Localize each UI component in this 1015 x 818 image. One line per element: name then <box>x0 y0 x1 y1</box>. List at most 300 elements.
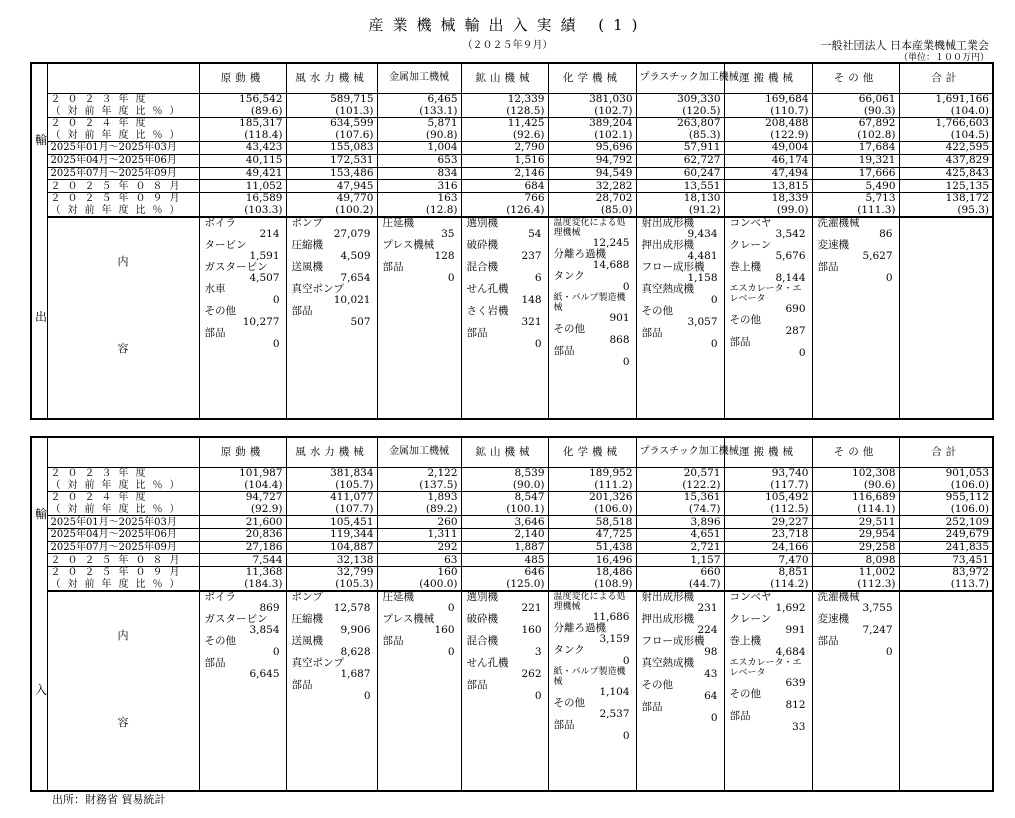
table-cell: (125.0) <box>461 579 548 592</box>
table-cell: (111.3) <box>812 204 899 217</box>
row-label: （対前年度比％） <box>47 479 199 491</box>
table-cell: 7,470 <box>724 554 812 567</box>
detail-item-value: 98 <box>704 646 718 659</box>
detail-item-name: 変速機 <box>817 239 849 252</box>
column-header: 金属加工機械 <box>377 63 461 93</box>
detail-item-value: 128 <box>434 250 455 263</box>
detail-item-name: せん孔機 <box>466 283 509 296</box>
detail-item-value: 0 <box>622 281 630 294</box>
table-cell: 49,004 <box>724 142 812 155</box>
table-cell: (111.2) <box>548 479 636 491</box>
table-cell: 58,518 <box>548 516 636 529</box>
detail-item-value: 9,906 <box>340 624 371 637</box>
table-row <box>31 479 993 491</box>
table-cell: 138,172 <box>899 192 993 204</box>
table-cell: (107.7) <box>286 504 377 516</box>
table-cell: (101.3) <box>286 105 377 117</box>
table-cell: 2,122 <box>377 467 461 479</box>
detail-cell <box>812 591 899 791</box>
detail-item-value: 0 <box>447 272 455 285</box>
table-cell: 18,486 <box>548 566 636 578</box>
detail-cell <box>724 591 812 791</box>
table-cell: (106.0) <box>899 479 993 491</box>
detail-item-value: 221 <box>521 602 542 615</box>
table-cell: 60,247 <box>636 167 724 180</box>
table-cell: 646 <box>461 566 548 578</box>
table-cell: 13,815 <box>724 180 812 193</box>
detail-item-name: 紙・パルプ製造機械 <box>553 667 626 688</box>
detail-item-name: 巻上機 <box>729 635 761 648</box>
table-cell: 1,004 <box>377 142 461 155</box>
detail-item-value: 321 <box>521 316 542 329</box>
detail-item-value: 1,692 <box>775 602 806 615</box>
table-cell: 169,684 <box>724 93 812 105</box>
detail-item-name: コンベヤ <box>729 591 772 604</box>
table-cell: 16,496 <box>548 554 636 567</box>
table-row <box>31 154 993 167</box>
row-label: ２０２４年度 <box>47 117 199 129</box>
detail-item-name: 水車 <box>204 283 226 296</box>
detail-cell <box>636 591 724 791</box>
table-cell: 766 <box>461 192 548 204</box>
detail-item-value: 3,159 <box>599 633 630 646</box>
table-row <box>31 541 993 554</box>
column-header: 運搬機械 <box>724 437 812 467</box>
unit-note: （単位：１００万円） <box>898 53 989 63</box>
table-cell: 29,258 <box>812 541 899 554</box>
detail-item-name: その他 <box>553 697 585 710</box>
table-cell: 67,892 <box>812 117 899 129</box>
table-cell: 21,600 <box>199 516 286 529</box>
row-label: 2025年04月～2025年06月 <box>47 154 199 167</box>
column-header: 金属加工機械 <box>377 437 461 467</box>
detail-item-name: 圧延機 <box>382 591 414 604</box>
detail-item-value: 0 <box>710 338 718 351</box>
detail-item-name: クレーン <box>729 239 772 252</box>
table-cell: 1,766,603 <box>899 117 993 129</box>
table-cell: (102.1) <box>548 130 636 142</box>
table-cell: 2,140 <box>461 528 548 541</box>
table-cell: 49,421 <box>199 167 286 180</box>
row-label: ２０２５年０９月 <box>47 566 199 578</box>
detail-item-name: ポンプ <box>291 591 323 604</box>
table-cell: (90.0) <box>461 479 548 491</box>
table-cell: 17,666 <box>812 167 899 180</box>
detail-row <box>31 591 993 791</box>
detail-item-name: 部品 <box>817 635 839 648</box>
table-cell: (102.8) <box>812 130 899 142</box>
table-row <box>31 142 993 155</box>
detail-cell <box>377 591 461 791</box>
row-label: ２０２３年度 <box>47 467 199 479</box>
detail-item-value: 0 <box>710 294 718 307</box>
table-cell: 4,651 <box>636 528 724 541</box>
column-header: 合計 <box>899 63 993 93</box>
detail-row <box>31 217 993 419</box>
table-cell: (110.7) <box>724 105 812 117</box>
row-label: ２０２５年０９月 <box>47 192 199 204</box>
table-row <box>31 105 993 117</box>
detail-item-value: 7,654 <box>340 272 371 285</box>
detail-item-name: 変速機 <box>817 613 849 626</box>
detail-item-value: 1,158 <box>687 272 718 285</box>
table-cell: 66,061 <box>812 93 899 105</box>
table-row <box>31 130 993 142</box>
detail-item-name: せん孔機 <box>466 657 509 670</box>
detail-item-value: 0 <box>272 338 280 351</box>
column-header: 化学機械 <box>548 437 636 467</box>
detail-item-name: コンベヤ <box>729 217 772 230</box>
column-header: その他 <box>812 63 899 93</box>
table-cell: (12.8) <box>377 204 461 217</box>
detail-item-value: 8,144 <box>775 272 806 285</box>
header-corner <box>47 437 199 467</box>
table-cell: 425,843 <box>899 167 993 180</box>
detail-item-name: 圧延機 <box>382 217 414 230</box>
table-cell: 437,829 <box>899 154 993 167</box>
table-cell: (95.3) <box>899 204 993 217</box>
table-cell: 16,589 <box>199 192 286 204</box>
detail-item-name: 部品 <box>553 719 575 732</box>
detail-cell <box>286 217 377 419</box>
table-cell: 51,438 <box>548 541 636 554</box>
row-label: ２０２３年度 <box>47 93 199 105</box>
detail-item-name: エスカレータ・エレベータ <box>729 284 802 305</box>
detail-item-value: 6,645 <box>249 668 280 681</box>
detail-item-name: その他 <box>729 688 761 701</box>
detail-item-value: 0 <box>363 690 371 703</box>
detail-cell <box>548 591 636 791</box>
table-cell: (106.0) <box>899 504 993 516</box>
table-cell: 172,531 <box>286 154 377 167</box>
detail-item-name: 洗濯機械 <box>817 217 860 230</box>
table-cell: 49,770 <box>286 192 377 204</box>
content-label <box>47 217 199 419</box>
table-cell: 46,174 <box>724 154 812 167</box>
table-cell: 1,691,166 <box>899 93 993 105</box>
table-cell: (112.3) <box>812 579 899 592</box>
table-cell: 260 <box>377 516 461 529</box>
organization-name: 一般社団法人 日本産業機械工業会 <box>820 39 989 52</box>
table-cell: 32,138 <box>286 554 377 567</box>
row-label: 2025年07月～2025年09月 <box>47 167 199 180</box>
table-cell: (122.9) <box>724 130 812 142</box>
table-cell: 7,544 <box>199 554 286 567</box>
detail-item-name: その他 <box>641 305 673 318</box>
table-cell: 57,911 <box>636 142 724 155</box>
table-cell: 43,423 <box>199 142 286 155</box>
table-cell: 47,725 <box>548 528 636 541</box>
detail-item-value: 4,507 <box>249 272 280 285</box>
detail-item-value: 14,688 <box>592 259 630 272</box>
table-cell: 102,308 <box>812 467 899 479</box>
content-label-top: 内 <box>117 629 129 643</box>
detail-item-name: 温度変化による処理機械 <box>553 592 626 613</box>
table-cell: 12,339 <box>461 93 548 105</box>
table-cell: 11,002 <box>812 566 899 578</box>
table-cell: 101,987 <box>199 467 286 479</box>
table-cell: 208,488 <box>724 117 812 129</box>
table-cell: 1,157 <box>636 554 724 567</box>
detail-item-value: 3,057 <box>687 316 718 329</box>
table-cell: 3,646 <box>461 516 548 529</box>
detail-cell-empty <box>899 591 993 791</box>
table-cell: 125,135 <box>899 180 993 193</box>
content-label-bottom: 容 <box>117 342 129 356</box>
detail-cell <box>199 217 286 419</box>
table-cell: 411,077 <box>286 491 377 503</box>
table-cell: 24,166 <box>724 541 812 554</box>
detail-cell <box>548 217 636 419</box>
detail-cell <box>199 591 286 791</box>
table-cell: 20,836 <box>199 528 286 541</box>
table-cell: 29,954 <box>812 528 899 541</box>
detail-item-value: 2,537 <box>599 708 630 721</box>
table-cell: 955,112 <box>899 491 993 503</box>
table-cell: 684 <box>461 180 548 193</box>
table-row <box>31 491 993 503</box>
table-cell: 249,679 <box>899 528 993 541</box>
table-cell: 94,792 <box>548 154 636 167</box>
table-cell: (184.3) <box>199 579 286 592</box>
detail-item-name: 選別機 <box>466 217 498 230</box>
table-cell: 5,871 <box>377 117 461 129</box>
detail-item-name: 巻上機 <box>729 261 761 274</box>
table-cell: 634,599 <box>286 117 377 129</box>
table-cell: 3,896 <box>636 516 724 529</box>
table-cell: 1,516 <box>461 154 548 167</box>
detail-item-value: 868 <box>609 334 630 347</box>
table-cell: (90.6) <box>812 479 899 491</box>
table-cell: (103.3) <box>199 204 286 217</box>
table-cell: 105,492 <box>724 491 812 503</box>
table-cell: (90.3) <box>812 105 899 117</box>
table-cell: 389,204 <box>548 117 636 129</box>
table-cell: 1,893 <box>377 491 461 503</box>
detail-item-value: 4,684 <box>775 646 806 659</box>
detail-item-value: 160 <box>521 624 542 637</box>
detail-cell <box>636 217 724 419</box>
detail-item-value: 12,245 <box>592 237 630 250</box>
detail-item-value: 812 <box>785 699 806 712</box>
detail-item-name: フロー成形機 <box>641 635 705 648</box>
detail-item-name: 部品 <box>204 657 226 670</box>
detail-item-name: 混合機 <box>466 635 498 648</box>
table-row <box>31 93 993 105</box>
table-cell: 40,115 <box>199 154 286 167</box>
table-row <box>31 167 993 180</box>
column-header: 原動機 <box>199 63 286 93</box>
table-cell: 11,368 <box>199 566 286 578</box>
detail-item-value: 0 <box>622 356 630 369</box>
row-label: ２０２４年度 <box>47 491 199 503</box>
table-row <box>31 204 993 217</box>
column-header: プラスチック加工機械 <box>636 437 724 467</box>
table-row <box>31 579 993 592</box>
column-header: 運搬機械 <box>724 63 812 93</box>
detail-item-value: 33 <box>792 721 806 734</box>
detail-item-name: 温度変化による処理機械 <box>553 218 626 239</box>
detail-item-name: 部品 <box>729 710 751 723</box>
table-cell: 153,486 <box>286 167 377 180</box>
table-cell: 105,451 <box>286 516 377 529</box>
table-cell: (89.6) <box>199 105 286 117</box>
detail-item-value: 0 <box>710 712 718 725</box>
detail-item-name: ポンプ <box>291 217 323 230</box>
content-label <box>47 591 199 791</box>
detail-item-value: 231 <box>697 602 718 615</box>
table-row <box>31 180 993 193</box>
detail-item-name: 送風機 <box>291 635 323 648</box>
detail-item-name: 部品 <box>466 679 488 692</box>
table-cell: 20,571 <box>636 467 724 479</box>
table-cell: 2,790 <box>461 142 548 155</box>
detail-item-value: 869 <box>259 602 280 615</box>
detail-item-value: 287 <box>785 325 806 338</box>
table-row <box>31 504 993 516</box>
row-label: ２０２５年０８月 <box>47 554 199 567</box>
detail-item-name: 部品 <box>553 345 575 358</box>
detail-item-name: 部品 <box>382 635 404 648</box>
table-cell: 63 <box>377 554 461 567</box>
table-cell: (89.2) <box>377 504 461 516</box>
detail-item-name: ボイラ <box>204 217 236 230</box>
detail-item-value: 0 <box>885 272 893 285</box>
side-label-top: 輸 <box>31 437 47 591</box>
table-cell: 2,146 <box>461 167 548 180</box>
detail-item-name: 圧縮機 <box>291 239 323 252</box>
detail-cell-empty <box>899 217 993 419</box>
import-table <box>30 436 994 792</box>
table-cell: 201,326 <box>548 491 636 503</box>
table-cell: (105.3) <box>286 579 377 592</box>
detail-item-name: さく岩機 <box>466 305 509 318</box>
detail-item-name: 真空ポンプ <box>291 283 344 296</box>
table-cell: 485 <box>461 554 548 567</box>
detail-item-value: 0 <box>622 730 630 743</box>
detail-item-name: その他 <box>204 305 236 318</box>
table-cell: (100.1) <box>461 504 548 516</box>
table-cell: (120.5) <box>636 105 724 117</box>
table-cell: 422,595 <box>899 142 993 155</box>
detail-item-name: 部品 <box>291 679 313 692</box>
detail-item-value: 35 <box>441 228 455 241</box>
detail-item-value: 262 <box>521 668 542 681</box>
row-label: 2025年04月～2025年06月 <box>47 528 199 541</box>
detail-item-value: 690 <box>785 303 806 316</box>
table-cell: 901,053 <box>899 467 993 479</box>
detail-item-name: 部品 <box>204 327 226 340</box>
table-cell: 93,740 <box>724 467 812 479</box>
detail-item-name: 分離ろ過機 <box>553 622 606 635</box>
table-row <box>31 467 993 479</box>
table-cell: 241,835 <box>899 541 993 554</box>
detail-item-value: 9,434 <box>687 228 718 241</box>
detail-item-name: 射出成形機 <box>641 591 694 604</box>
detail-item-value: 148 <box>521 294 542 307</box>
content-label-top: 内 <box>117 255 129 269</box>
detail-item-name: 部品 <box>291 305 313 318</box>
table-cell: (100.2) <box>286 204 377 217</box>
table-cell: 23,718 <box>724 528 812 541</box>
detail-item-value: 6 <box>534 272 542 285</box>
table-cell: (400.0) <box>377 579 461 592</box>
detail-cell <box>724 217 812 419</box>
detail-cell <box>461 591 548 791</box>
detail-item-value: 991 <box>785 624 806 637</box>
table-cell: 5,490 <box>812 180 899 193</box>
table-cell: 47,494 <box>724 167 812 180</box>
table-cell: (102.7) <box>548 105 636 117</box>
row-label: （対前年度比％） <box>47 130 199 142</box>
side-label-bottom: 出 <box>31 217 47 419</box>
table-cell: 2,721 <box>636 541 724 554</box>
table-row <box>31 566 993 578</box>
table-cell: 660 <box>636 566 724 578</box>
table-cell: 156,542 <box>199 93 286 105</box>
table-cell: 316 <box>377 180 461 193</box>
table-cell: (104.0) <box>899 105 993 117</box>
detail-item-name: ガスタービン <box>204 613 268 626</box>
table-cell: 73,451 <box>899 554 993 567</box>
table-cell: 381,030 <box>548 93 636 105</box>
table-cell: (99.0) <box>724 204 812 217</box>
row-label: （対前年度比％） <box>47 579 199 592</box>
table-cell: 8,539 <box>461 467 548 479</box>
detail-item-name: タービン <box>204 239 247 252</box>
table-cell: 834 <box>377 167 461 180</box>
column-header: 原動機 <box>199 437 286 467</box>
table-cell: 62,727 <box>636 154 724 167</box>
row-label: （対前年度比％） <box>47 105 199 117</box>
detail-item-name: タンク <box>553 270 585 283</box>
page-title: 産業機械輸出入実績 (1) <box>368 16 647 34</box>
detail-item-name: 破砕機 <box>466 239 498 252</box>
detail-item-value: 10,277 <box>242 316 280 329</box>
table-cell: 155,083 <box>286 142 377 155</box>
detail-item-value: 4,509 <box>340 250 371 263</box>
header-row <box>31 437 993 467</box>
table-cell: 95,696 <box>548 142 636 155</box>
detail-item-value: 3,542 <box>775 228 806 241</box>
table-cell: 17,684 <box>812 142 899 155</box>
export-table <box>30 62 994 420</box>
detail-item-value: 1,687 <box>340 668 371 681</box>
detail-item-name: その他 <box>641 679 673 692</box>
table-cell: (92.9) <box>199 504 286 516</box>
detail-item-value: 27,079 <box>333 228 371 241</box>
table-cell: 15,361 <box>636 491 724 503</box>
detail-item-name: ガスタービン <box>204 261 268 274</box>
table-cell: (118.4) <box>199 130 286 142</box>
table-cell: 11,052 <box>199 180 286 193</box>
detail-cell <box>812 217 899 419</box>
detail-item-name: その他 <box>729 314 761 327</box>
row-label: 2025年07月～2025年09月 <box>47 541 199 554</box>
table-cell: 185,317 <box>199 117 286 129</box>
detail-item-value: 3,854 <box>249 624 280 637</box>
column-header: 化学機械 <box>548 63 636 93</box>
table-cell: (85.3) <box>636 130 724 142</box>
table-cell: 163 <box>377 192 461 204</box>
detail-item-name: 真空ポンプ <box>291 657 344 670</box>
detail-item-name: 部品 <box>382 261 404 274</box>
detail-item-value: 43 <box>704 668 718 681</box>
table-cell: (126.4) <box>461 204 548 217</box>
detail-item-value: 0 <box>798 347 806 360</box>
detail-item-name: 破砕機 <box>466 613 498 626</box>
table-cell: (74.7) <box>636 504 724 516</box>
